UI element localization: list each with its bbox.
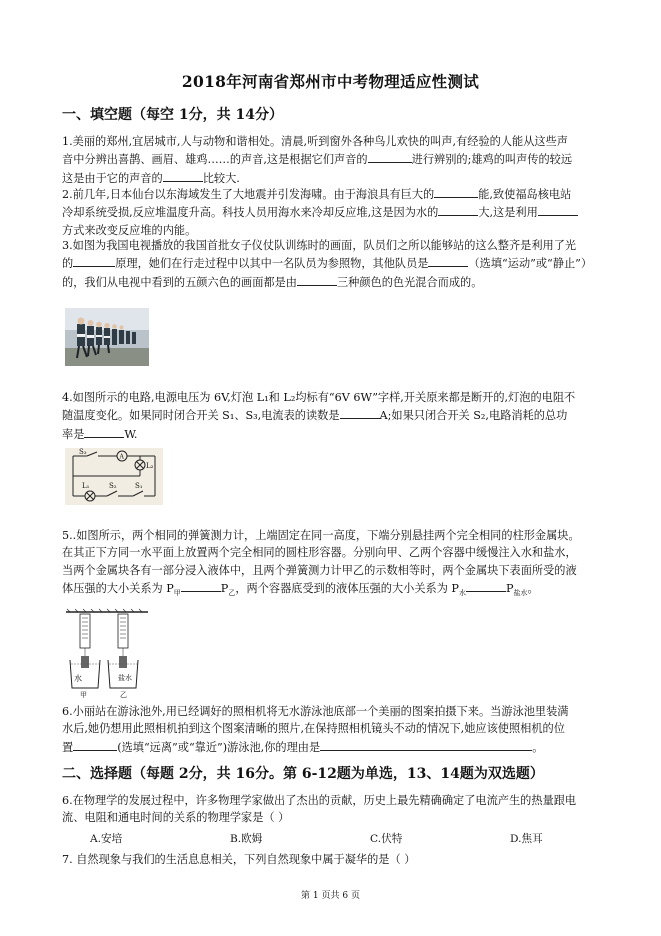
honor-guard-photo xyxy=(65,308,149,366)
answer-blank[interactable] xyxy=(538,203,578,216)
question-4-text: A;如果只闭合开关 S₂,电路消耗的总功 xyxy=(379,409,568,423)
question-4-text: 率是 xyxy=(62,427,85,441)
question-6-camera-line-2: 水后,她仍想用此照相机拍到这个图案清晰的照片,在保持照相机镜头不动的情况下,她应该使照相机的位 xyxy=(62,722,565,736)
section-fill-in-heading: 一、填空题（每空 1分，共 14分） xyxy=(62,107,283,123)
question-4 xyxy=(62,389,604,443)
subscript: 水 xyxy=(458,589,466,598)
answer-blank[interactable] xyxy=(368,150,412,163)
answer-blank[interactable] xyxy=(434,185,478,198)
subscript: 盐水 xyxy=(513,589,528,598)
question-4-text: 随温度变化。如果同时闭合开关 S₁、S₃,电流表的读数是 xyxy=(62,409,340,423)
circuit-label: S₃ xyxy=(79,448,87,456)
subscript: 甲 xyxy=(173,589,181,598)
question-2-text: 能,致使福岛核电站 xyxy=(478,188,572,201)
option-b[interactable]: B.欧姆 xyxy=(230,833,263,845)
question-3-line-3 xyxy=(62,273,604,291)
circuit-label: S₂ xyxy=(109,482,117,490)
question-6-line-2: 流、电阻和通电时间的关系的物理学家是（ ） xyxy=(62,811,290,825)
question-6-camera xyxy=(62,703,604,756)
question-6-camera-line-1: 6.小丽站在游泳池外,用已经调好的照相机将无水游泳池底部一个美丽的图案拍摄下来。当游泳池里装满 xyxy=(62,705,569,718)
question-7-line-1: 7. 自然现象与我们的生活息息相关，下列自然现象中属于凝华的是（ ） xyxy=(62,853,416,866)
question-1-line-2 xyxy=(62,150,604,168)
question-3-text: 原理，她们在行走过程中以其中一名队员为参照物，其他队员是 xyxy=(115,257,429,271)
question-4-line-2 xyxy=(62,406,604,424)
question-5-line-1: 5..如图所示，两个相同的弹簧测力计，上端固定在同一高度，下端分别悬挂两个完全相同的柱形金属块。 xyxy=(62,529,580,542)
question-5-line-2: 在其正下方同一水平面上放置两个完全相同的圆柱形容器。分别向甲、乙两个容器中缓慢注入水和盐水， xyxy=(62,546,577,560)
spring-scale-beakers-diagram xyxy=(64,608,150,699)
question-5-text: P xyxy=(220,581,229,595)
question-1-text: 比较大. xyxy=(202,171,240,185)
question-2-text: 冷却系统受损,反应堆温度升高。科技人员用海水来冷却反应堆,这是因为水的 xyxy=(62,206,439,220)
question-3 xyxy=(62,237,604,291)
option-a[interactable]: A.安培 xyxy=(90,833,123,845)
question-3-line-2 xyxy=(62,254,604,272)
answer-blank[interactable] xyxy=(73,254,115,267)
answer-blank[interactable] xyxy=(73,738,117,751)
answer-blank[interactable] xyxy=(163,169,203,182)
question-2-line-2 xyxy=(62,203,604,221)
question-5 xyxy=(62,527,604,602)
question-2-line-1 xyxy=(62,185,604,203)
page-footer: 第 1 页共 6 页 xyxy=(301,891,360,901)
answer-blank[interactable] xyxy=(84,425,124,438)
question-6-text: 。 xyxy=(532,740,544,754)
question-1-text: 进行辨别的;雄鸡的叫声传的较远 xyxy=(411,153,573,167)
question-3-text: 的，我们从电视中看到的五颜六色的画面都是由 xyxy=(62,275,297,289)
question-6-text: (选填“远离”或“靠近”)游泳池,你的理由是 xyxy=(117,740,321,754)
question-1-text: 这是由于它的声音的 xyxy=(62,171,163,185)
beaker-liquid-label: 水 xyxy=(74,674,82,683)
question-2-line-3: 方式来改变反应堆的内能。 xyxy=(62,223,197,237)
question-3-text: 的 xyxy=(62,257,74,271)
answer-blank[interactable] xyxy=(340,406,380,419)
question-4-line-1: 4.如图所示的电路,电源电压为 6V,灯泡 L₁和 L₂均标有“6V 6W”字样,开关原来都是断开的,灯泡的电阻不 xyxy=(62,391,576,404)
question-5-text: 体压强的大小关系为 P xyxy=(62,581,174,595)
question-2 xyxy=(62,185,604,239)
question-6 xyxy=(62,792,604,827)
answer-blank[interactable] xyxy=(320,738,532,751)
question-3-line-1: 3.如图为我国电视播放的我国首批女子仪仗队训练时的画面，队员们之所以能够站的这么整齐是利用了光 xyxy=(62,239,577,252)
question-6-camera-line-3 xyxy=(62,738,604,756)
beaker-tag: 甲 xyxy=(80,691,87,699)
question-4-line-3 xyxy=(62,425,604,443)
question-5-line-3: 当两个金属块各有一部分浸入液体中，且两个弹簧测力计甲乙的示数相等时，两个金属块下表面所受的液 xyxy=(62,563,577,577)
question-6-line-1: 6.在物理学的发展过程中，许多物理学家做出了杰出的贡献，历史上最先精确确定了电流产生的热量跟电 xyxy=(62,794,577,807)
page-title: 2018年河南省郑州市中考物理适应性测试 xyxy=(181,72,480,91)
question-4-text: W. xyxy=(124,427,138,441)
subscript: 乙 xyxy=(228,589,236,598)
beaker-tag: 乙 xyxy=(120,691,127,699)
question-2-text: 大,这是利用 xyxy=(478,206,538,220)
question-6-options xyxy=(90,831,650,846)
question-1-line-1: 1.美丽的郑州,宜居城市,人与动物和谐相处。清晨,听到窗外各种鸟儿欢快的叫声,有经验的人能从这些声 xyxy=(62,135,568,148)
circuit-label: A xyxy=(119,453,124,461)
question-5-text: P xyxy=(505,581,514,595)
section-multiple-choice-heading: 二、选择题（每题 2分，共 16分。第 6-12题为单选，13、14题为双选题） xyxy=(62,766,544,782)
question-5-text: 。 xyxy=(527,581,539,595)
question-5-line-4 xyxy=(62,579,604,603)
circuit-label: S₁ xyxy=(135,482,143,490)
answer-blank[interactable] xyxy=(466,579,506,592)
question-1-text: 音中分辨出喜鹊、画眉、雄鸡……的声音,这是根据它们声音的 xyxy=(62,153,368,167)
option-d[interactable]: D.焦耳 xyxy=(510,833,543,845)
answer-blank[interactable] xyxy=(438,203,478,216)
question-3-text: （选填“运动”或“静止”） xyxy=(468,257,593,271)
question-6-text: 置 xyxy=(62,740,74,754)
circuit-diagram xyxy=(65,448,163,505)
answer-blank[interactable] xyxy=(297,273,337,286)
question-2-text: 2.前几年,日本仙台以东海域发生了大地震并引发海啸。由于海浪具有巨大的 xyxy=(62,188,435,201)
option-c[interactable]: C.伏特 xyxy=(370,833,403,845)
beaker-liquid-label: 盐水 xyxy=(118,674,132,682)
question-5-text: ，两个容器底受到的液体压强的大小关系为 P xyxy=(235,581,459,595)
question-1 xyxy=(62,133,604,187)
question-7 xyxy=(62,851,604,868)
circuit-label: L₂ xyxy=(146,462,154,470)
answer-blank[interactable] xyxy=(428,254,468,267)
question-3-text: 三种颜色的色光混合而成的。 xyxy=(336,275,483,289)
circuit-label: L₁ xyxy=(82,482,90,490)
answer-blank[interactable] xyxy=(181,579,221,592)
